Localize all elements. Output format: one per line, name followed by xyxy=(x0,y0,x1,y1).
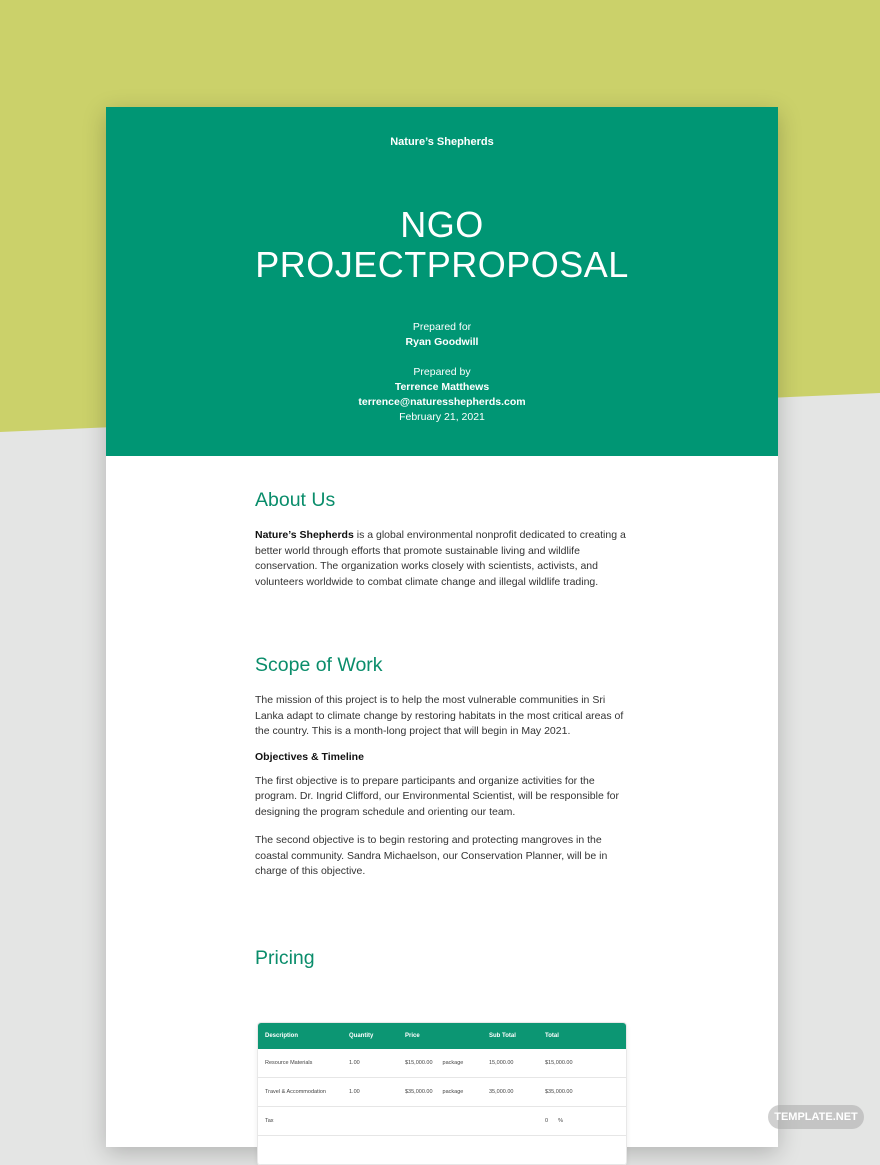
row-price xyxy=(398,1049,482,1078)
row-quantity: 1.00 xyxy=(342,1049,398,1078)
col-price: Price xyxy=(398,1023,482,1049)
objective-1: The first objective is to prepare participants and organize activities for the program. Dr. Ingrid Clifford, our Environmental Scientist, will be responsible for designing the program schedule and orienting our team. xyxy=(255,774,619,818)
row-description: Travel & Accommodation xyxy=(258,1078,342,1107)
about-org-name: Nature’s Shepherds xyxy=(255,529,354,541)
tax-unit: % xyxy=(558,1118,563,1124)
prepared-by-email: terrence@naturesshepherds.com xyxy=(358,396,526,408)
document-page xyxy=(106,107,778,1147)
prepared-for-label: Prepared for xyxy=(412,321,472,333)
table-header-row xyxy=(258,1023,626,1049)
table-row xyxy=(258,1078,626,1107)
row-description: Resource Materials xyxy=(258,1049,342,1078)
price-unit: package xyxy=(442,1089,464,1095)
row-subtotal: 35,000.00 xyxy=(482,1078,538,1107)
row-price xyxy=(398,1078,482,1107)
row-quantity: 1.00 xyxy=(342,1078,398,1107)
col-total: Total xyxy=(538,1023,626,1049)
objective-2: The second objective is to begin restoring and protecting mangroves in the coastal community. Sandra Michaelson, our Conservation Planner, will be in charge of this objective. xyxy=(255,834,608,877)
pricing-table xyxy=(258,1023,626,1165)
price-value: $15,000.00 xyxy=(405,1060,433,1066)
tax-row xyxy=(258,1107,626,1136)
title-line-1: NGO xyxy=(400,204,484,245)
price-value: $35,000.00 xyxy=(405,1089,433,1095)
prepared-by-label: Prepared by xyxy=(413,366,471,378)
row-subtotal: 15,000.00 xyxy=(482,1049,538,1078)
pricing-section xyxy=(255,947,631,970)
organization-name: Nature’s Shepherds xyxy=(390,136,494,148)
row-total: $15,000.00 xyxy=(538,1049,626,1078)
col-quantity: Quantity xyxy=(342,1023,398,1049)
template-watermark: TEMPLATE.NET xyxy=(768,1105,864,1129)
scope-section xyxy=(255,654,631,880)
col-subtotal: Sub Total xyxy=(482,1023,538,1049)
about-body xyxy=(255,528,631,590)
about-section xyxy=(255,489,631,590)
col-description: Description xyxy=(258,1023,342,1049)
prepared-by-name: Terrence Matthews xyxy=(394,381,490,393)
title-line-2: PROJECTPROPOSAL xyxy=(255,244,629,285)
proposal-date: February 21, 2021 xyxy=(399,411,485,423)
about-heading: About Us xyxy=(255,489,336,511)
scope-intro: The mission of this project is to help the most vulnerable communities in Sri Lanka adapt to climate change by restoring habitats in the most critical areas of the country. This is a month-long project that will begin in May 2021. xyxy=(255,694,624,737)
pricing-heading: Pricing xyxy=(255,947,315,969)
table-row xyxy=(258,1049,626,1078)
document-title xyxy=(106,205,778,285)
price-unit: package xyxy=(442,1060,464,1066)
tax-value: 0 xyxy=(545,1118,549,1124)
row-total: $35,000.00 xyxy=(538,1078,626,1107)
tax-label: Tax xyxy=(258,1107,342,1136)
tax-cell xyxy=(538,1107,626,1136)
cover-section xyxy=(106,107,778,456)
prepared-for-name: Ryan Goodwill xyxy=(405,336,479,348)
scope-heading: Scope of Work xyxy=(255,654,383,676)
about-text: is a global environmental nonprofit dedicated to creating a better world through efforts that promote sustainable living and wildlife conservation. The organization works closely with scientists, activists, and volunteers worldwide to combat climate change and illegal wildlife trading. xyxy=(255,529,626,588)
objectives-subheading: Objectives & Timeline xyxy=(255,750,364,763)
